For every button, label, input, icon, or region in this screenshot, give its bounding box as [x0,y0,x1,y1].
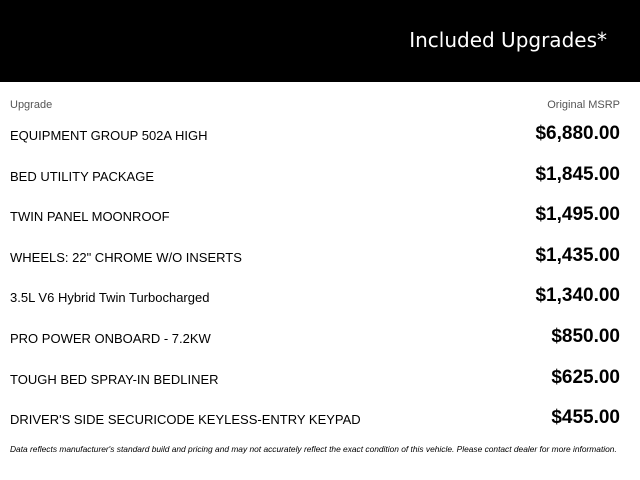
upgrade-price: $455.00 [551,407,620,429]
upgrade-name: DRIVER'S SIDE SECURICODE KEYLESS-ENTRY KEYPAD [10,412,361,428]
upgrades-table [10,115,620,440]
header-bar [0,0,640,82]
upgrade-price: $1,340.00 [535,285,620,307]
table-header [10,99,620,113]
upgrade-name: TOUGH BED SPRAY-IN BEDLINER [10,371,219,387]
page-title: Included Upgrades* [409,28,607,52]
column-header-upgrade: Upgrade [10,99,53,111]
upgrade-name: TWIN PANEL MOONROOF [10,209,170,225]
table-row [10,196,620,237]
upgrade-name: BED UTILITY PACKAGE [10,168,155,184]
upgrade-name: PRO POWER ONBOARD - 7.2KW [10,330,211,346]
table-row [10,237,620,278]
table-row [10,318,620,359]
upgrade-name: EQUIPMENT GROUP 502A HIGH [10,128,208,143]
table-row [10,359,620,400]
upgrade-price: $1,495.00 [535,204,620,226]
upgrade-price: $1,435.00 [535,244,620,266]
table-row [10,277,620,318]
column-header-msrp: Original MSRP [547,99,620,111]
upgrade-price: $850.00 [551,325,620,347]
upgrade-price: $1,845.00 [535,163,620,185]
disclaimer-text: Data reflects manufacturer's standard build and pricing and may not accurately reflect the exact condition of this vehicle. Please contact dealer for more information. [10,444,617,454]
table-row [10,156,620,197]
upgrade-name: WHEELS: 22" CHROME W/O INSERTS [10,249,242,265]
upgrade-name: 3.5L V6 Hybrid Twin Turbocharged [10,290,210,306]
table-row [10,399,620,440]
upgrade-price: $625.00 [551,366,620,388]
table-row [10,115,620,156]
upgrade-price: $6,880.00 [535,123,620,144]
